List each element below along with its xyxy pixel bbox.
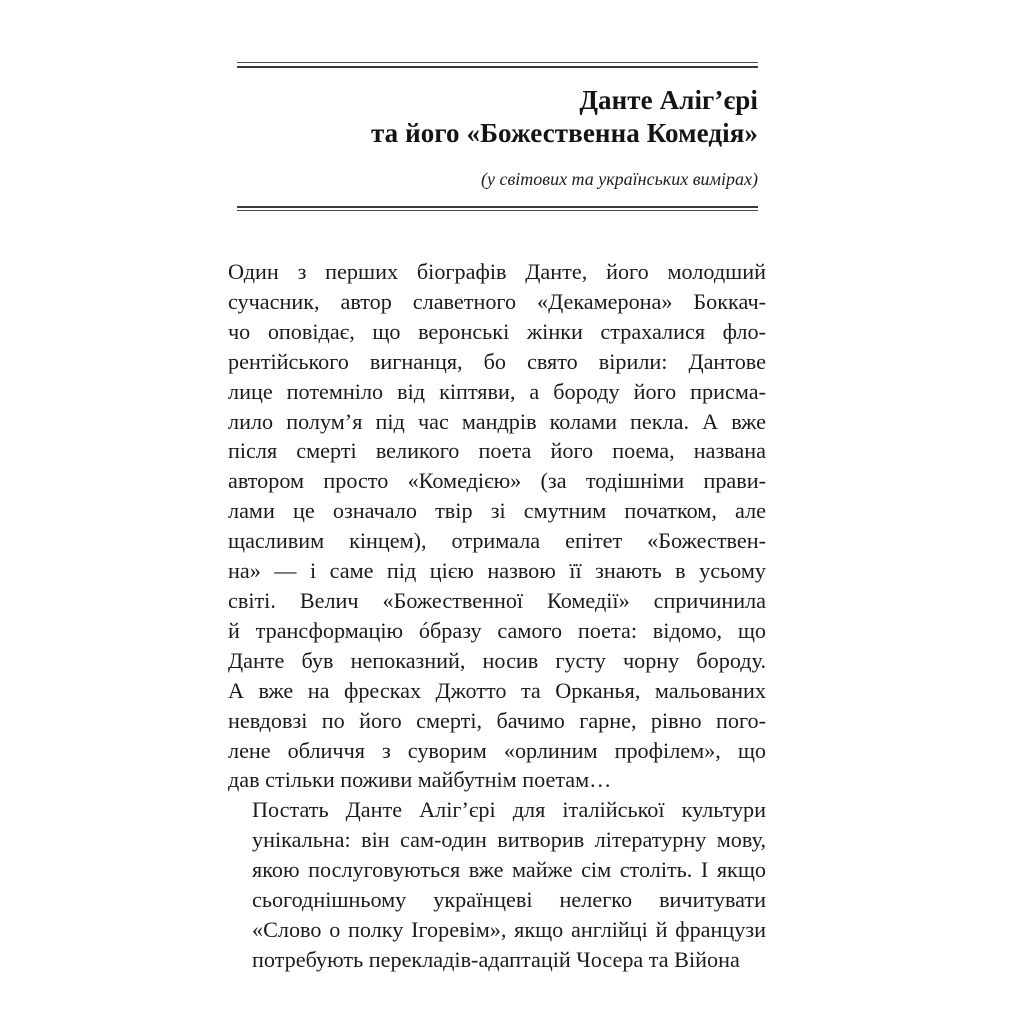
text-line: після смерті великого поета його поема, названа [228, 438, 766, 464]
text-line: світі. Велич «Божественної Комедії» спричинила [228, 587, 766, 613]
chapter-title-line-1: Данте Аліг’єрі [579, 85, 758, 115]
header-bottom-rule [237, 206, 758, 212]
text-line: на» — і саме під цією назвою її знають в усьому [228, 558, 766, 584]
text-line: сучасник, автор славетного «Декамерона» Боккач- [228, 288, 766, 314]
paragraph [228, 257, 766, 795]
text-line: унікальна: він сам-один витворив літературну мову, [252, 827, 766, 853]
text-line: щасливим кінцем), отримала епітет «Божествен- [228, 528, 766, 554]
body-text [228, 257, 766, 975]
text-line: лице потемніло від кіптяви, а бороду його присма- [228, 378, 766, 404]
text-line: А вже на фресках Джотто та Орканья, мальованих [228, 677, 766, 703]
text-line: лене обличчя з суворим «орлиним профілем», що [228, 737, 766, 763]
chapter-header [237, 62, 758, 212]
text-line: Постать Данте Аліг’єрі для італійської культури [252, 797, 766, 823]
text-line: Данте був непоказний, носив густу чорну бороду. [228, 647, 766, 673]
rule-line-thin [237, 210, 758, 211]
text-line: лами це означало твір зі смутним початком, але [228, 498, 766, 524]
text-line: якою послуговуються вже майже сім століть. І якщо [252, 857, 766, 883]
text-line: рентійського вигнанця, бо свято вірили: Дантове [228, 348, 766, 374]
paragraph [228, 795, 766, 974]
text-line: автором просто «Комедією» (за тодішніми прави- [228, 468, 766, 494]
text-line: сьогоднішньому українцеві нелегко вичитувати [252, 887, 766, 913]
rule-line-thick [237, 66, 758, 68]
chapter-subtitle: (у світових та українських вимірах) [480, 169, 758, 189]
text-line: невдовзі по його смерті, бачимо гарне, рівно пого- [228, 707, 766, 733]
chapter-title [237, 68, 758, 150]
text-line: Один з перших біографів Данте, його молодший [228, 259, 766, 284]
text-line: потребують перекладів-адаптацій Чосера та Війона [252, 946, 740, 972]
text-line: й трансформацію óбразу самого поета: відомо, що [228, 617, 766, 643]
rule-line-thick [237, 206, 758, 208]
chapter-title-line-2: та його «Божественна Комедія» [370, 118, 758, 148]
text-line: «Слово о полку Ігоревім», якщо англійці й французи [252, 916, 766, 942]
text-line: дав стільки поживи майбутнім поетам… [228, 767, 612, 793]
header-top-rule [237, 62, 758, 68]
rule-line-thin [237, 62, 758, 63]
text-line: лило полум’я під час мандрів колами пекла. А вже [228, 408, 766, 434]
text-line: чо оповідає, що веронські жінки страхалися фло- [228, 318, 766, 344]
